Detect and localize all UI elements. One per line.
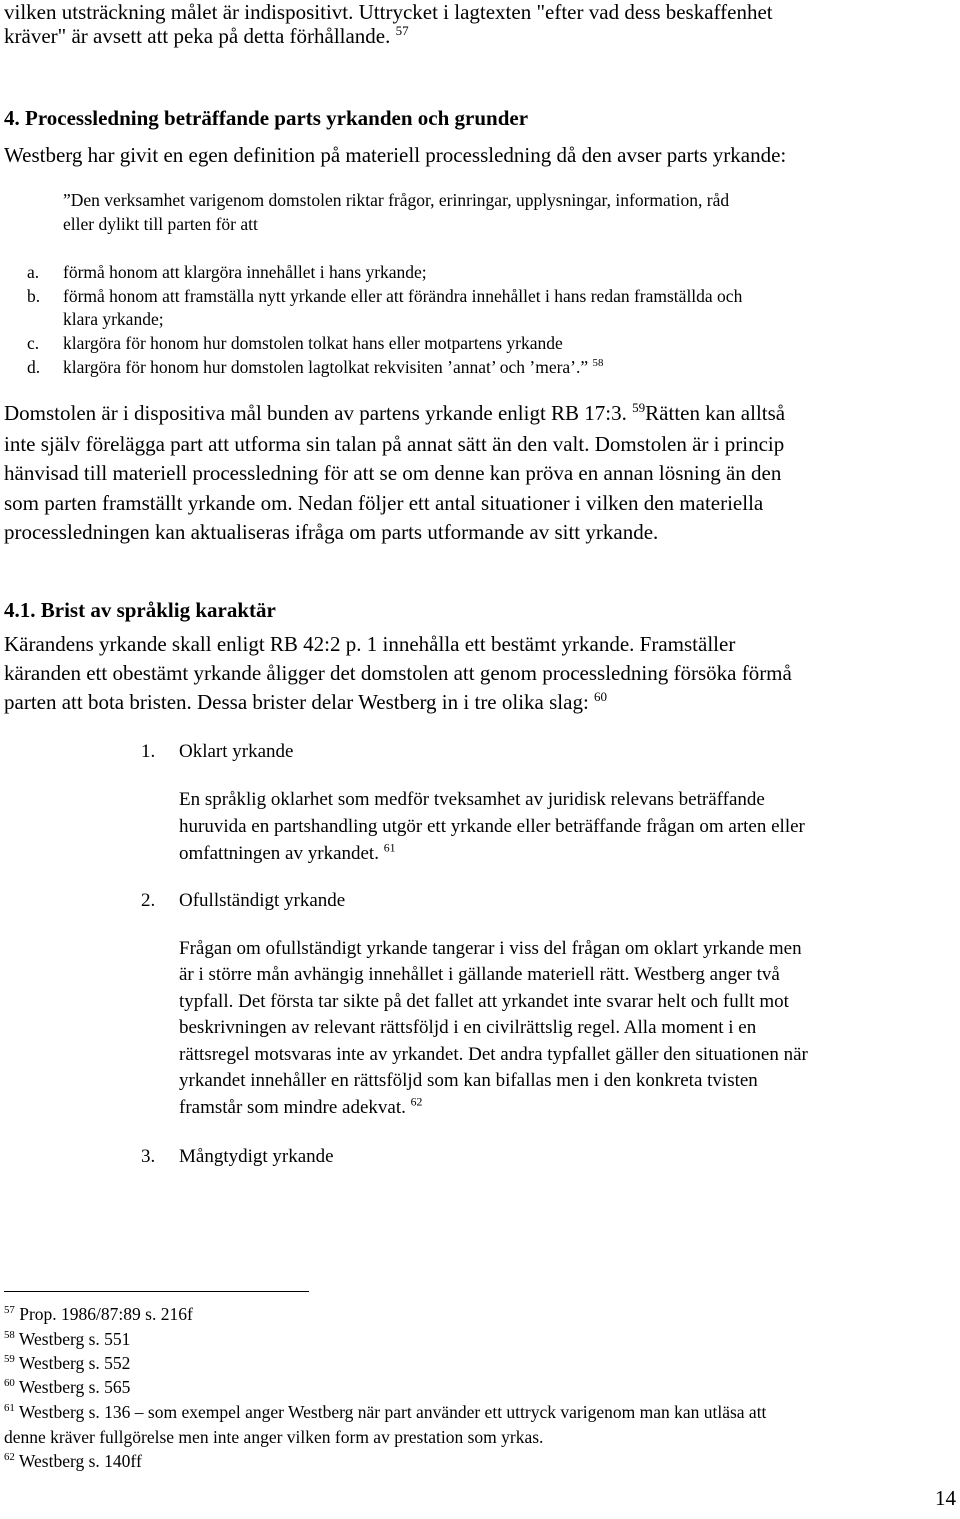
list-item-text: omfattningen av yrkandet. $^{61}$ xyxy=(179,841,396,864)
intro-line-2: kräver" är avsett att peka på detta förhållande. $^{57}$ xyxy=(4,23,409,48)
list-item-text: beskrivningen av relevant rättsföljd i en civilrättslig regel. Alla moment i en xyxy=(179,1017,757,1038)
footnote: $^{61}$ Westberg s. 136 – som exempel anger Westberg när part använder ett uttryck varigenom man kan utläsa att xyxy=(4,1402,767,1422)
quote-item-text: klargöra för honom hur domstolen tolkat hans eller motpartens yrkande xyxy=(63,333,563,353)
paragraph-line: Westberg har givit en egen definition på materiell processledning då den avser parts yrkande: xyxy=(4,143,787,167)
paragraph-line: som parten framställt yrkande om. Nedan följer ett antal situationer i vilken den materiella xyxy=(4,491,764,515)
intro-line-1: vilken utsträckning målet är indispositivt. Uttrycket i lagtexten "efter vad dess beskaffenhet xyxy=(4,0,773,24)
footnote-ref: 62 xyxy=(410,1095,423,1109)
list-item-text: huruvida en partshandling utgör ett yrkande eller beträffande frågan om arten eller xyxy=(179,816,805,837)
list-item-text: Frågan om ofullständigt yrkande tangerar i viss del frågan om oklart yrkande men xyxy=(179,938,802,959)
paragraph-line: processledningen kan aktualiseras ifråga om parts utformande av sitt yrkande. xyxy=(4,520,659,544)
footnote: $^{59}$ Westberg s. 552 xyxy=(4,1353,131,1373)
list-item-text: framstår som mindre adekvat. $^{62}$ xyxy=(179,1095,423,1118)
list-item-title: Oklart yrkande xyxy=(179,741,294,762)
section-heading: 4.1. Brist av språklig karaktär xyxy=(4,598,276,622)
quote-item-text: klara yrkande; xyxy=(63,309,164,329)
list-item-title: Mångtydigt yrkande xyxy=(179,1146,334,1167)
quote-item-text: klargöra för honom hur domstolen lagtolkat rekvisiten ’annat’ och ’mera’.” $^{58}$ xyxy=(63,357,604,377)
footnote-ref: 57 xyxy=(395,23,409,38)
quote-line-2: eller dylikt till parten för att xyxy=(63,214,258,234)
quote-item-text: förmå honom att framställa nytt yrkande eller att förändra innehållet i hans redan framställda och xyxy=(63,286,743,306)
list-item-text: yrkandet innehåller en rättsföljd som kan bifallas men i den konkreta tvisten xyxy=(179,1070,758,1091)
footnote-ref: 59 xyxy=(632,400,646,415)
footnote-ref: 61 xyxy=(383,841,396,855)
page-number: 14 xyxy=(935,1486,956,1510)
list-item-title: Ofullständigt yrkande xyxy=(179,890,346,911)
footnote-continuation: denne kräver fullgörelse men inte anger vilken form av prestation som yrkas. xyxy=(4,1427,544,1447)
quote-item-letter: c. xyxy=(27,333,40,353)
quote-item-letter: b. xyxy=(27,286,41,306)
quote-line-1: ”Den verksamhet varigenom domstolen riktar frågor, erinringar, upplysningar, information, råd xyxy=(63,190,730,210)
footnote-ref: 60 xyxy=(594,689,608,704)
list-number: 3. xyxy=(141,1146,156,1167)
quote-item-letter: d. xyxy=(27,357,41,377)
list-item-text: typfall. Det första tar sikte på det fallet att yrkandet inte svarar helt och fullt mot xyxy=(179,991,789,1012)
paragraph-line: inte själv förelägga part att utforma sin talan på annat sätt än den valt. Domstolen är i princip xyxy=(4,432,785,456)
quote-item-text: förmå honom att klargöra innehållet i hans yrkande; xyxy=(63,262,427,282)
list-number: 2. xyxy=(141,890,156,911)
paragraph-line: Domstolen är i dispositiva mål bunden av partens yrkande enligt RB 17:3. $^{59}$Rätten kan alltså xyxy=(4,400,786,425)
footnote-ref: 58 xyxy=(592,357,604,370)
paragraph-line: parten att bota bristen. Dessa brister delar Westberg in i tre olika slag: $^{60}$ xyxy=(4,689,608,714)
list-item-text: En språklig oklarhet som medför tveksamhet av juridisk relevans beträffande xyxy=(179,789,765,810)
paragraph-line: Kärandens yrkande skall enligt RB 42:2 p. 1 innehålla ett bestämt yrkande. Framställer xyxy=(4,632,736,656)
footnote: $^{58}$ Westberg s. 551 xyxy=(4,1329,131,1349)
list-item-text: rättsregel motsvaras inte av yrkandet. Det andra typfallet gäller den situationen när xyxy=(179,1044,808,1065)
section-heading: 4. Processledning beträffande parts yrkanden och grunder xyxy=(4,106,529,130)
paragraph-line: hänvisad till materiell processledning för att se om denne kan pröva en annan lösning än den xyxy=(4,461,782,485)
footnote: $^{57}$ Prop. 1986/87:89 s. 216f xyxy=(4,1304,193,1324)
quote-item-letter: a. xyxy=(27,262,40,282)
footnote-separator xyxy=(4,1291,309,1292)
list-number: 1. xyxy=(141,741,156,762)
list-item-text: är i större mån avhängig innehållet i gällande materiell rätt. Westberg anger två xyxy=(179,964,780,985)
paragraph-line: käranden ett obestämt yrkande åligger det domstolen att genom processledning försöka förmå xyxy=(4,661,792,685)
footnote: $^{60}$ Westberg s. 565 xyxy=(4,1377,131,1397)
footnote: $^{62}$ Westberg s. 140ff xyxy=(4,1451,142,1471)
